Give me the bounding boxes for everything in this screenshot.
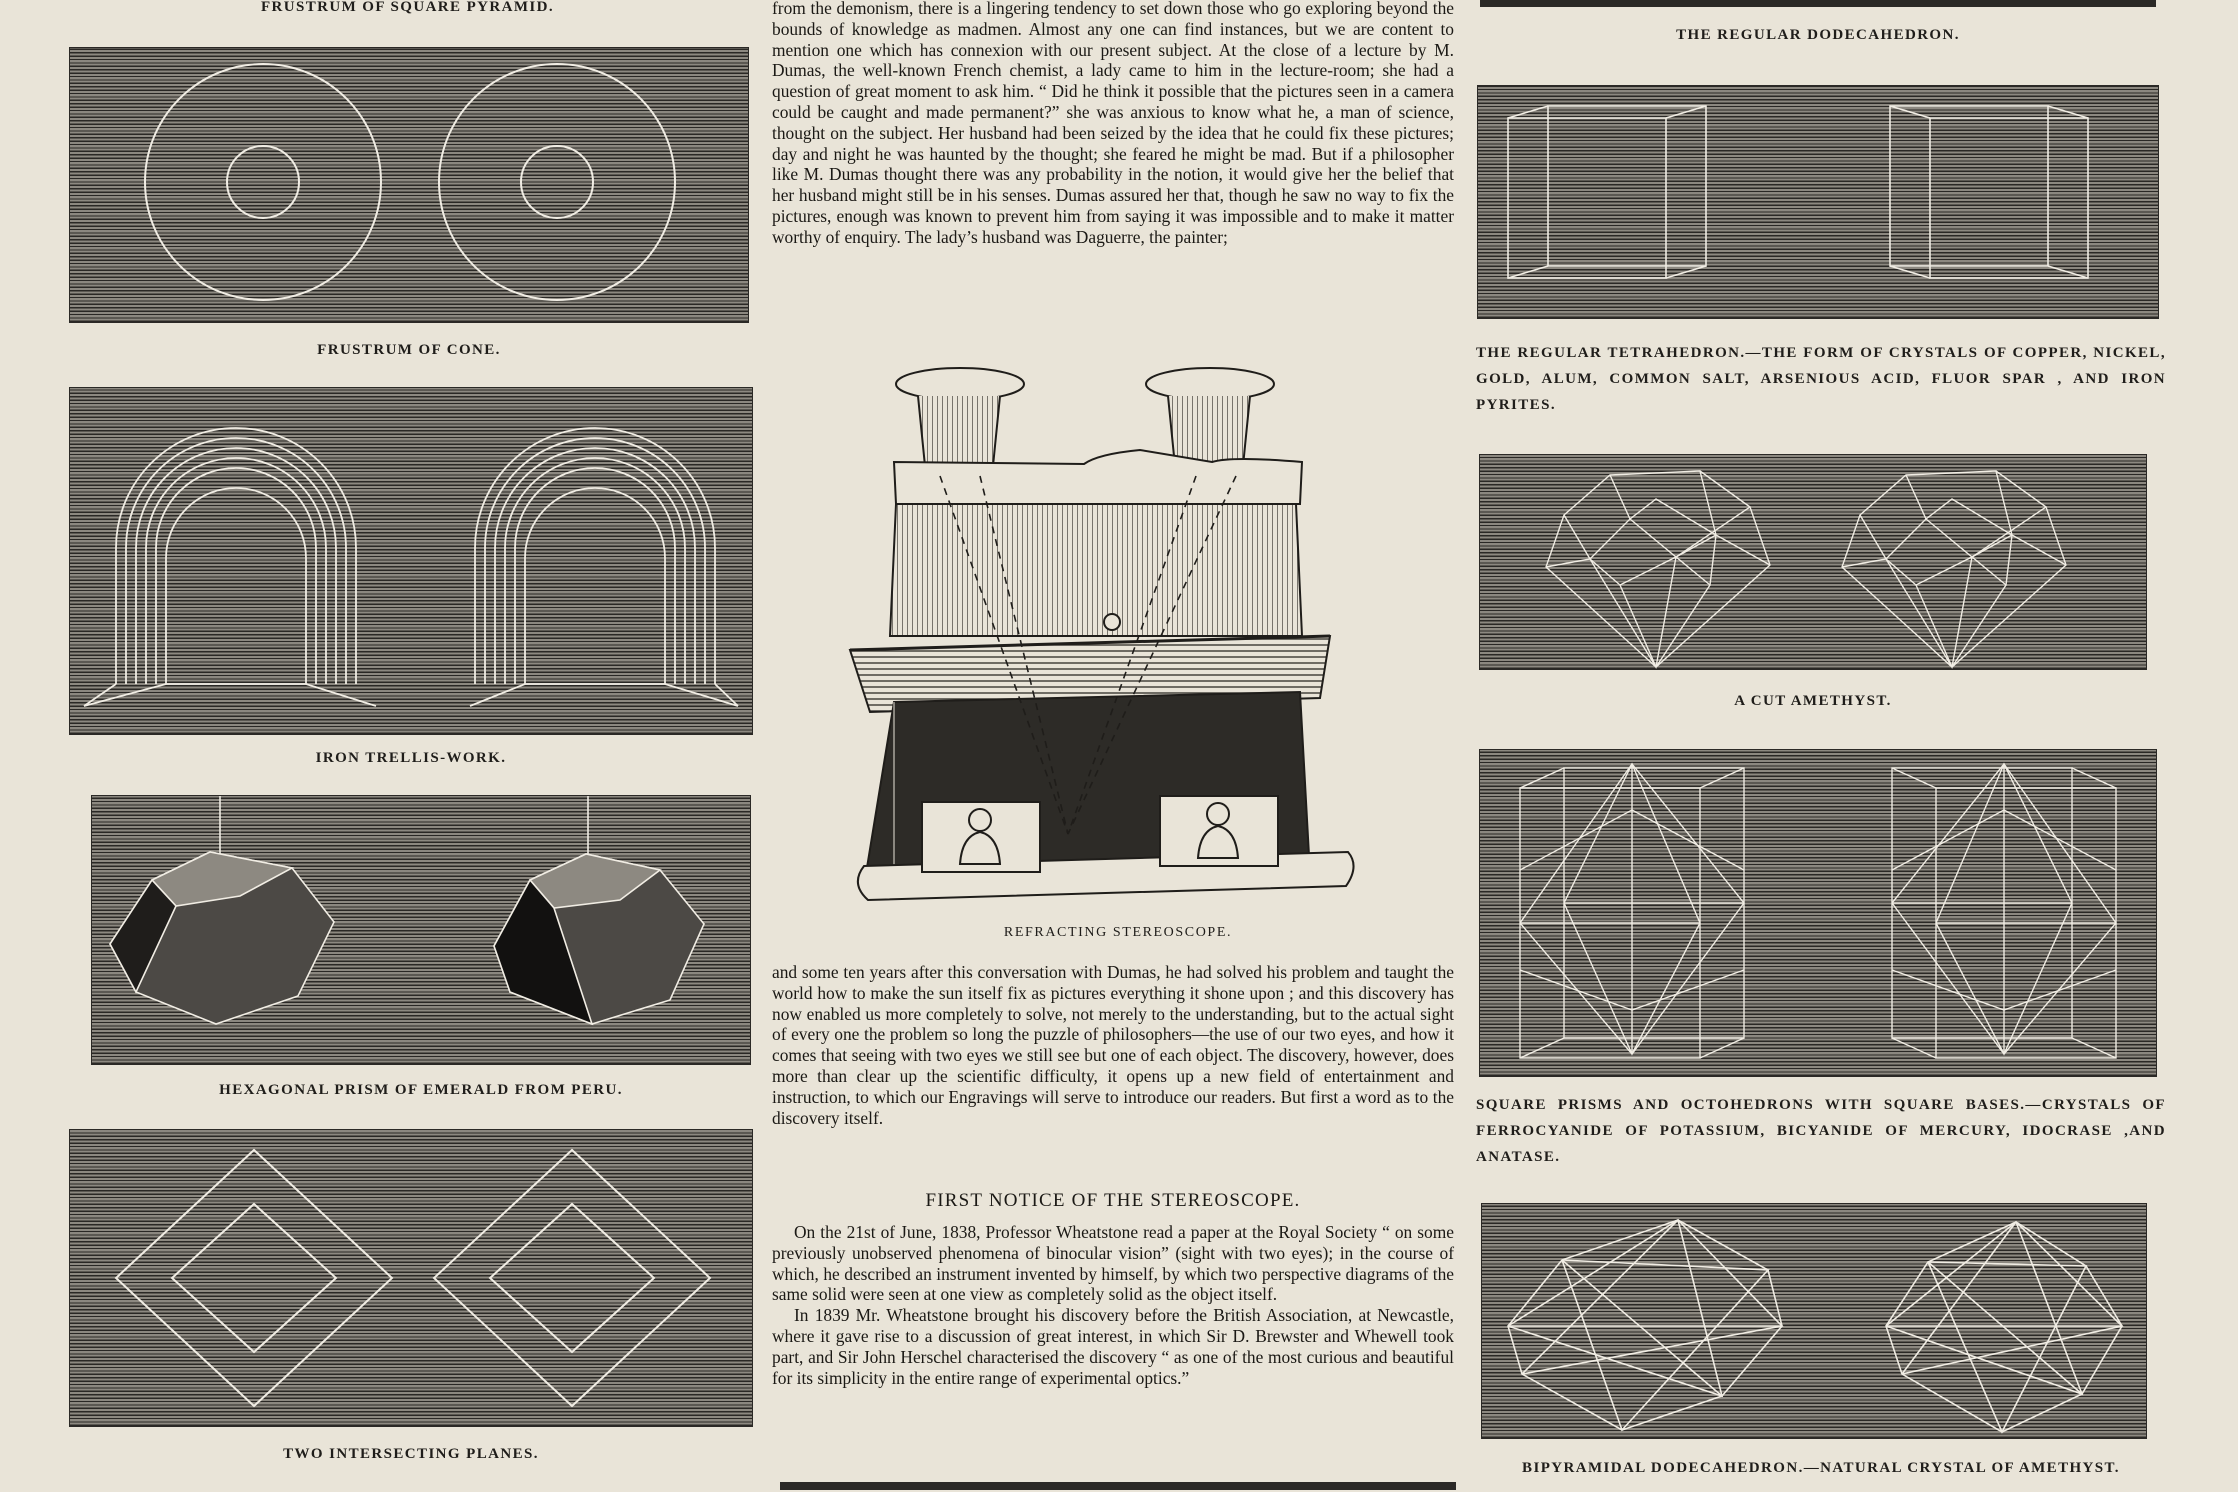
caption-iron-trellis: IRON TRELLIS-WORK.: [315, 750, 507, 766]
article-paragraph-discovery: and some ten years after this conversation with Dumas, he had solved his problem and taught the world how to make the sun itself fix as pictures everything it shone upon ; and this discovery has now enabled us more completely to solve, not merely to the understanding, but to the actual sight of every one the problem so long the puzzle of philosophers—the use of our two eyes, and how it comes that seeing with two eyes we still see but one of each object. The discovery, however, does more than clear up the scientific difficulty, it opens up a new field of entertainment and instruction, to which our Engravings will serve to introduce our readers. But first a word as to the discovery itself.: [772, 962, 1454, 1128]
amethyst-stereo-diagram: [1480, 455, 2146, 669]
caption-frustrum-square-pyramid: FRUSTRUM OF SQUARE PYRAMID.: [260, 0, 555, 15]
caption-intersecting-planes: TWO INTERSECTING PLANES.: [283, 1446, 539, 1462]
caption-cut-amethyst: A CUT AMETHYST.: [1734, 693, 1892, 709]
plate-bipyramidal-dodecahedron: [1482, 1204, 2146, 1438]
prism-stereo-diagram: [92, 796, 750, 1064]
square-prisms-stereo-diagram: [1480, 750, 2156, 1076]
square-prism-left: [1520, 764, 1744, 1058]
caption-bipyramidal-dodecahedron: BIPYRAMIDAL DODECAHEDRON.—NATURAL CRYSTAL OF AMETHYST.: [1522, 1460, 2120, 1476]
trellis-right-arch: [470, 428, 738, 706]
caption-refracting-stereoscope: REFRACTING STEREOSCOPE.: [1003, 925, 1233, 940]
right-top-plate-edge: [1480, 0, 2156, 7]
tetra-left-cube: [1508, 106, 1706, 278]
figure-refracting-stereoscope: [840, 366, 1396, 906]
cone-left-outer-circle: [145, 64, 381, 300]
caption-hexagonal-prism: HEXAGONAL PRISM OF EMERALD FROM PERU.: [219, 1082, 623, 1098]
planes-right-outer: [434, 1150, 710, 1406]
bipyramidal-stereo-diagram: [1482, 1204, 2146, 1438]
caption-regular-tetrahedron: THE REGULAR TETRAHEDRON.—THE FORM OF CRYSTALS OF COPPER, NICKEL, GOLD, ALUM, COMMON SALT, ARSENIOUS ACID, FLUOR SPAR , AND IRON PYRITES.: [1476, 345, 2166, 413]
cone-right-outer-circle: [439, 64, 675, 300]
planes-stereo-diagram: [70, 1130, 752, 1426]
cone-stereo-diagram: [70, 48, 748, 322]
square-prism-right: [1892, 764, 2116, 1058]
bipyramid-left: [1508, 1220, 1782, 1430]
plate-iron-trellis: [70, 388, 752, 734]
caption-square-prisms: SQUARE PRISMS AND OCTOHEDRONS WITH SQUARE BASES.—CRYSTALS OF FERROCYANIDE OF POTASSIUM, BICYANIDE OF MERCURY, IDOCRASE ,AND ANATASE.: [1476, 1097, 2166, 1165]
section-heading-first-notice: FIRST NOTICE OF THE STEREOSCOPE.: [925, 1190, 1301, 1211]
amethyst-right-gem: [1842, 471, 2066, 667]
plate-square-prisms: [1480, 750, 2156, 1076]
cone-right-inner-circle: [521, 146, 593, 218]
stereoscope-engraving: [840, 366, 1396, 906]
trellis-stereo-diagram: [70, 388, 752, 734]
amethyst-left-gem: [1546, 471, 1770, 667]
plate-regular-tetrahedron: [1478, 86, 2158, 318]
cone-left-inner-circle: [227, 146, 299, 218]
plate-frustrum-cone: [70, 48, 748, 322]
tetrahedron-stereo-diagram: [1478, 86, 2158, 318]
tetra-right-cube: [1890, 106, 2088, 278]
stereoscope-knob: [1104, 614, 1120, 630]
planes-left-outer: [116, 1150, 392, 1406]
article-paragraph-wheatstone: On the 21st of June, 1838, Professor Wheatstone read a paper at the Royal Society “ on some previously unobserved phenomena of binocular vision” (sight with two eyes); in the course of which, he described an instrument invented by himself, by which two perspective diagrams of the same solid were seen at one view as completely solid as the object itself. In 1839 Mr. Wheatstone brought his discovery before the British Association, at Newcastle, where it gave rise to a discussion of great interest, in which Sir D. Brewster and Whewell took part, and Sir John Herschel characterised the discovery “ as one of the most curious and beautiful for its simplicity in the entire range of experimental optics.”: [772, 1222, 1454, 1388]
planes-left-inner: [172, 1204, 336, 1352]
plate-intersecting-planes: [70, 1130, 752, 1426]
plate-hexagonal-prism: [92, 796, 750, 1064]
bipyramid-right: [1886, 1222, 2122, 1432]
caption-regular-dodecahedron: THE REGULAR DODECAHEDRON.: [1676, 27, 1960, 43]
middle-bottom-rule: [780, 1482, 1456, 1490]
plate-cut-amethyst: [1480, 455, 2146, 669]
caption-frustrum-cone: FRUSTRUM OF CONE.: [317, 342, 501, 358]
planes-right-inner: [490, 1204, 654, 1352]
trellis-left-arch: [84, 428, 376, 706]
stereoscope-front: [890, 504, 1302, 636]
article-paragraph-daguerre: from the demonism, there is a lingering tendency to set down those who go exploring beyond the bounds of knowledge as madmen. Almost any one can find instances, but we are content to mention one which has connexion with our present subject. At the close of a lecture by M. Dumas, the well-known French chemist, a lady came to him in the lecture-room; she had a question of great moment to ask him. “ Did he think it possible that the pictures seen in a camera could be caught and made permanent?” she was anxious to know what he, a man of science, thought on the subject. Her husband had been seized by the idea that he could fix these pictures; day and night he was haunted by the thought; she feared he might be mad. But if a philosopher like M. Dumas thought there was any probability in the notion, it would give her the belief that her husband might still be in his senses. Dumas assured her that, though he saw no way to fix the pictures, enough was known to prevent him from saying it was impossible and to make it matter worthy of enquiry. The lady’s husband was Daguerre, the painter;: [772, 0, 1454, 247]
